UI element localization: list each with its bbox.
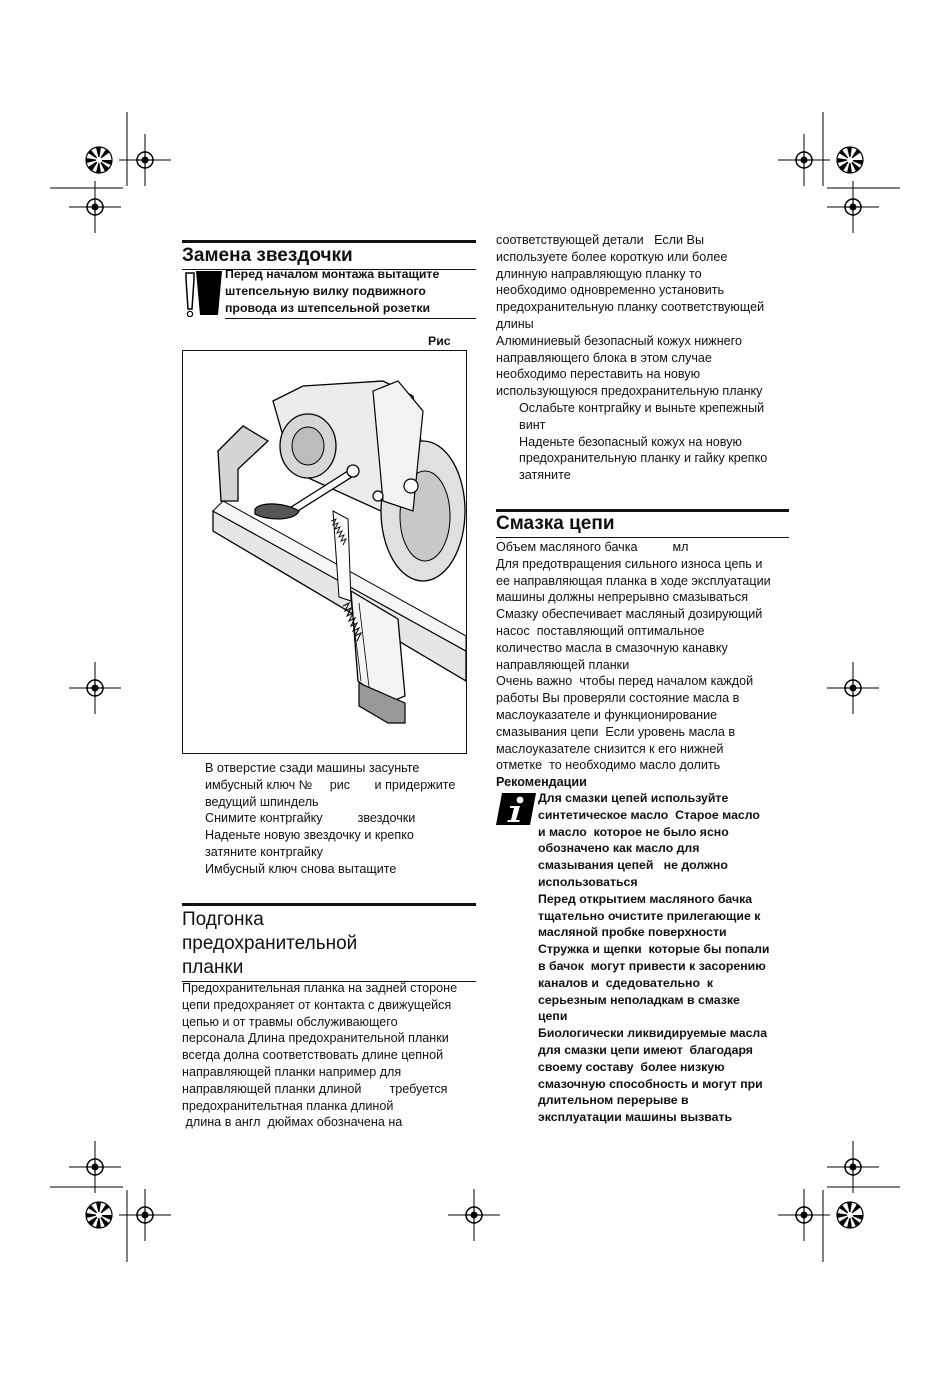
- body-line: длинную направляющую планку то: [496, 266, 702, 281]
- info-line: Биологически ликвидируемые масла: [538, 1026, 768, 1041]
- info-line: масляной пробке поверхности: [538, 925, 727, 940]
- body-line: Объем масляного бачка мл: [496, 540, 689, 554]
- info-line: Перед открытием масляного бачка: [538, 891, 753, 906]
- body-line: предохранительную планку соответствующей: [496, 300, 765, 315]
- heading-underline: [496, 537, 789, 538]
- info-line: использоваться: [538, 874, 638, 889]
- body-line: используете более короткую или более: [496, 249, 728, 264]
- guard-heading-line: планки: [182, 957, 244, 978]
- body-line: Для предотвращения сильного износа цепь и: [496, 556, 763, 571]
- body-line: цепью и от травмы обслуживающего: [182, 1014, 398, 1029]
- info-line: смазочную способность и могут при: [538, 1076, 763, 1091]
- body-line: направляющей планки длиной требуется: [182, 1081, 448, 1096]
- guard-body: [182, 980, 476, 1131]
- lube-body: [496, 539, 790, 791]
- body-line: Смазку обеспечивает масляный дозирующий: [496, 607, 763, 622]
- sprocket-steps: [182, 760, 476, 878]
- info-line: обозначено как масло для: [538, 841, 700, 856]
- figure-sprocket-illustration: [182, 350, 467, 754]
- warning-icon: [182, 269, 222, 317]
- warning-line: Перед началом монтажа вытащите: [225, 267, 440, 281]
- section-guard: [182, 903, 476, 982]
- step-line: Наденьте безопасный кожух на новую: [519, 434, 742, 449]
- body-line: направляющей планки например для: [182, 1064, 402, 1079]
- body-line: направляющей планки: [496, 657, 630, 672]
- step-line: Имбусный ключ снова вытащите: [205, 861, 397, 876]
- info-line: для смазки цепи имеют благодаря: [538, 1042, 753, 1057]
- body-line: Предохранительная планка на задней стороне: [182, 981, 458, 995]
- guard-continued: [496, 232, 790, 484]
- section-lube: [496, 509, 789, 538]
- step-line: Снимите контргайку звездочки: [205, 811, 416, 826]
- step-line: затяните: [519, 468, 571, 483]
- body-line: ее направляющая планка в ходе эксплуатации: [496, 573, 771, 588]
- step-line: имбусный ключ № рис и придержите: [205, 777, 456, 792]
- info-line: Стружка и щепки которые бы попали: [538, 942, 770, 957]
- info-line: Для смазки цепей используйте: [538, 791, 729, 805]
- info-line: длительном перерыве в: [538, 1093, 689, 1108]
- heading-rule: [496, 509, 789, 512]
- body-line: длины: [496, 316, 534, 331]
- step-line: В отверстие сзади машины засуньте: [205, 761, 420, 775]
- info-line: и масло которое не было ясно: [538, 824, 729, 839]
- body-line: необходимо одновременно установить: [496, 283, 725, 298]
- guard-heading: [182, 908, 476, 980]
- body-line: смазывания цепи Если уровень масла в: [496, 724, 736, 739]
- body-line: длина в англ дюймах обозначена на: [182, 1115, 403, 1130]
- body-line: маслоуказателе снизится к его нижней: [496, 741, 724, 756]
- step-line: Наденьте новую звездочку и крепко: [205, 828, 414, 843]
- info-line: каналов и сдедовательно к: [538, 975, 713, 990]
- info-line: цепи: [538, 1009, 568, 1024]
- body-line: предохранительтная планка длиной: [182, 1098, 394, 1113]
- info-line: эксплуатации машины вызвать: [538, 1110, 733, 1125]
- info-line: тщательно очистите прилегающие к: [538, 908, 761, 923]
- step-line: затяните контргайку: [205, 844, 323, 859]
- body-line: Очень важно чтобы перед началом каждой: [496, 674, 754, 689]
- guard-heading-line: предохранительной: [182, 933, 358, 954]
- info-line: смазывания цепей не должно: [538, 858, 728, 873]
- body-line: насос поставляющий оптимальное: [496, 623, 705, 638]
- info-line: в бачок могут привести к засорению: [538, 958, 766, 973]
- info-line: синтетическое масло Старое масло: [538, 807, 760, 822]
- warning-line: штепсельную вилку подвижного: [225, 283, 426, 298]
- info-icon: [496, 793, 536, 825]
- body-line: соответствующей детали Если Вы: [496, 233, 705, 247]
- info-line: серьезным неполадкам в смазке: [538, 992, 740, 1007]
- step-line: Ослабьте контргайку и выньте крепежный: [519, 400, 765, 415]
- step-line: ведущий шпиндель: [205, 794, 319, 809]
- step-line: предохранительную планку и гайку крепко: [519, 451, 768, 466]
- body-line: цепи предохраняет от контакта с движущейся: [182, 997, 452, 1012]
- heading-rule: [182, 240, 476, 243]
- recommendations-label: Рекомендации: [496, 775, 587, 790]
- body-line: использующуюся предохранительную планку: [496, 384, 763, 399]
- warning-text: [225, 266, 475, 316]
- body-line: количество масла в смазочную канавку: [496, 640, 728, 655]
- body-line: направляющего блока в этом случае: [496, 350, 712, 365]
- figure-label: Рис: [428, 334, 451, 348]
- body-line: всегда долна соответствовать длине цепной: [182, 1048, 444, 1063]
- warning-line: провода из штепсельной розетки: [225, 300, 431, 315]
- body-line: необходимо переставить на новую: [496, 367, 701, 382]
- body-line: машины должны непрерывно смазываться: [496, 590, 749, 605]
- heading-rule: [182, 903, 476, 906]
- body-line: Алюминиевый безопасный кожух нижнего: [496, 333, 742, 348]
- step-line: винт: [519, 417, 546, 432]
- guard-heading-line: Подгонка: [182, 909, 264, 930]
- body-line: персонала Длина предохранительной планки: [182, 1031, 449, 1046]
- warning-underline: [225, 318, 476, 319]
- info-line: своему составу более низкую: [538, 1059, 725, 1074]
- sprocket-heading: Замена звездочки: [182, 245, 353, 266]
- lube-heading: Смазка цепи: [496, 513, 615, 534]
- body-line: маслоуказателе и функционирование: [496, 707, 718, 722]
- info-text: [538, 790, 790, 1126]
- body-line: отметке то необходимо масло долить: [496, 758, 721, 773]
- body-line: работы Вы проверяли состояние масла в: [496, 691, 740, 706]
